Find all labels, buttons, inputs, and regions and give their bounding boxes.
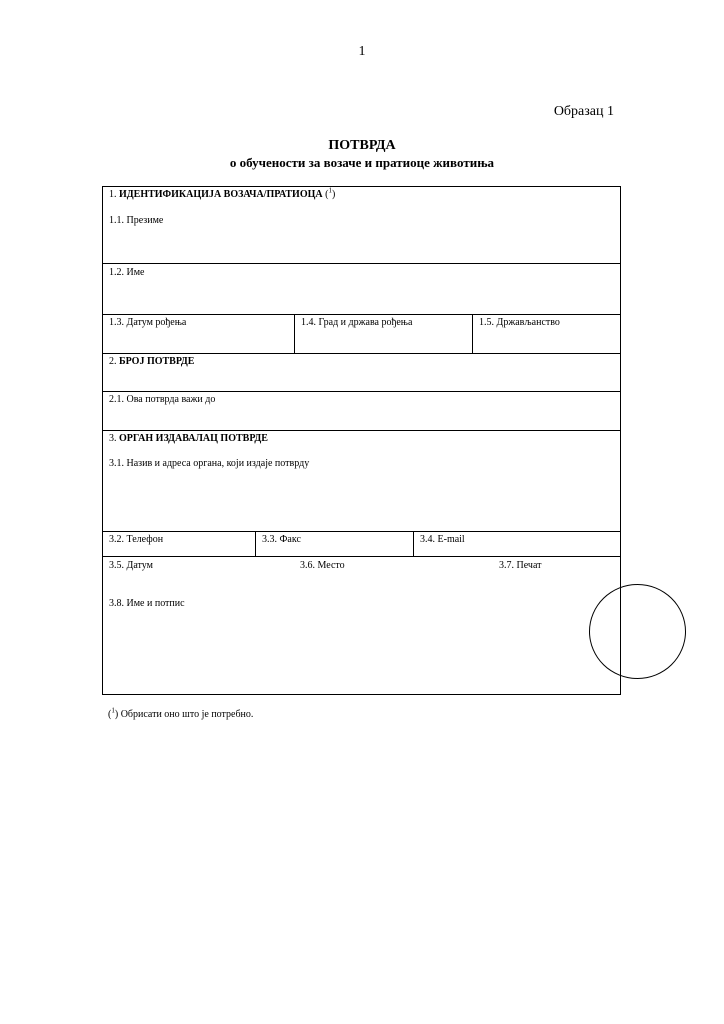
field-name-signature-label: 3.8. Име и потпис <box>109 598 185 609</box>
field-fax-label: 3.3. Факс <box>262 534 301 545</box>
document-subtitle: о обучености за возаче и пратиоце животиња <box>229 155 495 170</box>
section-3-heading <box>109 433 268 444</box>
row-certificate-number <box>103 354 620 392</box>
form-label: Образац 1 <box>553 104 614 119</box>
field-email-label: 3.4. E-mail <box>420 534 465 545</box>
row-birth-details <box>103 315 620 354</box>
field-seal-label: 3.7. Печат <box>499 560 542 571</box>
section-2-number: 2. <box>109 356 117 367</box>
row-issuing-authority <box>103 431 620 532</box>
section-1-heading <box>109 186 336 200</box>
document-title: ПОТВРДА <box>328 138 396 153</box>
section-1-note-close: ) <box>331 189 336 200</box>
field-valid-until-label: 2.1. Ова потврда важи до <box>109 394 216 405</box>
field-surname-label: 1.1. Презиме <box>109 215 164 226</box>
cell-place-of-birth <box>295 315 473 353</box>
footnote: ($^1$) Обрисати оно што је потребно. <box>108 706 254 720</box>
certificate-form <box>102 186 621 695</box>
cell-date-of-birth <box>103 315 295 353</box>
row-valid-until <box>103 392 620 431</box>
section-1-footnote-ref: 1 <box>328 186 332 195</box>
cell-citizenship <box>473 315 620 353</box>
section-3-title: ОРГАН ИЗДАВАЛАЦ ПОТВРДЕ <box>119 433 268 444</box>
cell-email <box>414 532 620 556</box>
section-2-heading <box>109 356 194 367</box>
cell-phone <box>103 532 256 556</box>
seal-placeholder-circle <box>589 584 686 679</box>
row-surname <box>103 187 620 264</box>
row-contact <box>103 532 620 557</box>
section-3-number: 3. <box>109 433 117 444</box>
row-name <box>103 264 620 315</box>
field-place-of-birth-label: 1.4. Град и држава рођења <box>301 317 413 328</box>
section-1-note-open: ( <box>325 189 329 200</box>
field-place-label: 3.6. Место <box>300 560 345 571</box>
cell-fax <box>256 532 414 556</box>
field-date-label: 3.5. Датум <box>109 560 153 571</box>
field-authority-name-label: 3.1. Назив и адреса органа, који издаје потврду <box>109 458 310 469</box>
section-1-number: 1. <box>109 189 117 200</box>
section-1-title: ИДЕНТИФИКАЦИЈА ВОЗАЧА/ПРАТИОЦА <box>119 189 323 200</box>
field-phone-label: 3.2. Телефон <box>109 534 164 545</box>
page-number: 1 <box>358 44 366 59</box>
field-citizenship-label: 1.5. Држављанство <box>479 317 560 328</box>
footnote-text: Обрисати оно што је потребно. <box>120 709 254 720</box>
field-name-label: 1.2. Име <box>109 267 145 278</box>
field-date-of-birth-label: 1.3. Датум рођења <box>109 317 187 328</box>
row-signature <box>103 557 620 694</box>
section-2-title: БРОЈ ПОТВРДЕ <box>119 356 195 367</box>
footnote-ref: 1 <box>111 706 115 715</box>
